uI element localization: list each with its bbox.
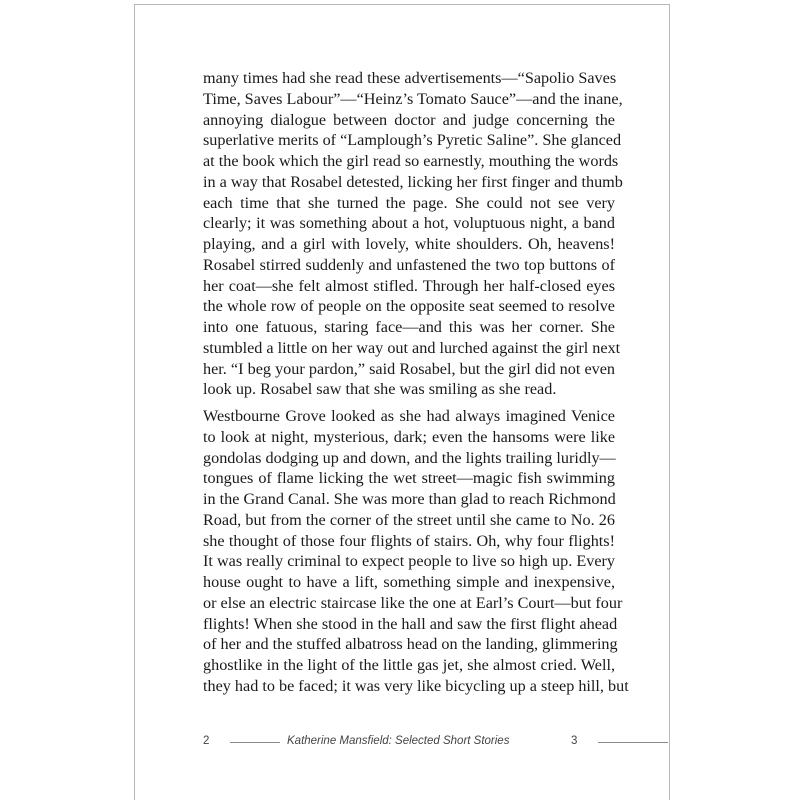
- text-line: Road, but from the corner of the street until she came to No. 26: [203, 510, 615, 529]
- footer-rule-left: [230, 742, 280, 743]
- text-line: Rosabel stirred suddenly and unfastened the two top buttons of: [203, 255, 615, 274]
- text-line: annoying dialogue between doctor and judge concerning the: [203, 110, 615, 129]
- text-line: into one fatuous, staring face—and this was her corner. She: [203, 318, 615, 336]
- left-page-number: 2: [203, 735, 210, 747]
- text-line: flights! When she stood in the hall and saw the first flight ahead: [203, 614, 618, 633]
- footer-rule-right: [598, 742, 668, 743]
- text-line: ghostlike in the light of the little gas jet, she almost cried. Well,: [203, 656, 615, 674]
- text-line: gondolas dodging up and down, and the lights trailing luridly—: [203, 448, 616, 467]
- text-line: look up. Rosabel saw that she was smiling as she read.: [203, 380, 557, 399]
- text-line: at the book which the girl read so earnestly, mouthing the words: [203, 152, 619, 170]
- text-line: or else an electric staircase like the one at Earl’s Court—but four: [203, 593, 623, 612]
- text-line: each time that she turned the page. She could not see very: [203, 193, 615, 212]
- text-line: the whole row of people on the opposite seat seemed to resolve: [203, 297, 615, 316]
- text-line: playing, and a girl with lovely, white shoulders. Oh, heavens!: [203, 235, 615, 253]
- text-line: Time, Saves Labour”—“Heinz’s Tomato Sauce”—and the inane,: [203, 89, 623, 108]
- text-line: they had to be faced; it was very like bicycling up a steep hill, but: [203, 676, 629, 695]
- text-line: It was really criminal to expect people to live so high up. Every: [203, 552, 615, 571]
- text-line: stumbled a little on her way out and lurched against the girl next: [203, 338, 621, 357]
- text-line: her coat—she felt almost stifled. Through her half-closed eyes: [203, 276, 615, 295]
- text-line: to look at night, mysterious, dark; even the hansoms were like: [203, 427, 615, 446]
- text-line: of her and the stuffed albatross head on the landing, glimmering: [203, 635, 618, 654]
- text-line: superlative merits of “Lamplough’s Pyretic Saline”. She glanced: [203, 131, 622, 150]
- text-line: many times had she read these advertisements—“Sapolio Saves: [203, 69, 617, 87]
- text-line: Westbourne Grove looked as she had always imagined Venice: [203, 407, 615, 425]
- text-line: clearly; it was something about a hot, voluptuous night, a band: [203, 214, 615, 233]
- running-footer-title: Katherine Mansfield: Selected Short Stories: [287, 735, 510, 747]
- text-line: she thought of those four flights of stairs. Oh, why four flights!: [203, 531, 615, 550]
- text-line: in a way that Rosabel detested, licking her first finger and thumb: [203, 172, 623, 191]
- text-line: in the Grand Canal. She was more than glad to reach Richmond: [203, 490, 616, 508]
- text-line: tongues of flame licking the wet street—magic fish swimming: [203, 469, 615, 488]
- body-text: [203, 68, 629, 697]
- text-line: house ought to have a lift, something simple and inexpensive,: [203, 573, 615, 591]
- right-page-number: 3: [571, 735, 578, 747]
- text-line: her. “I beg your pardon,” said Rosabel, but the girl did not even: [203, 359, 615, 378]
